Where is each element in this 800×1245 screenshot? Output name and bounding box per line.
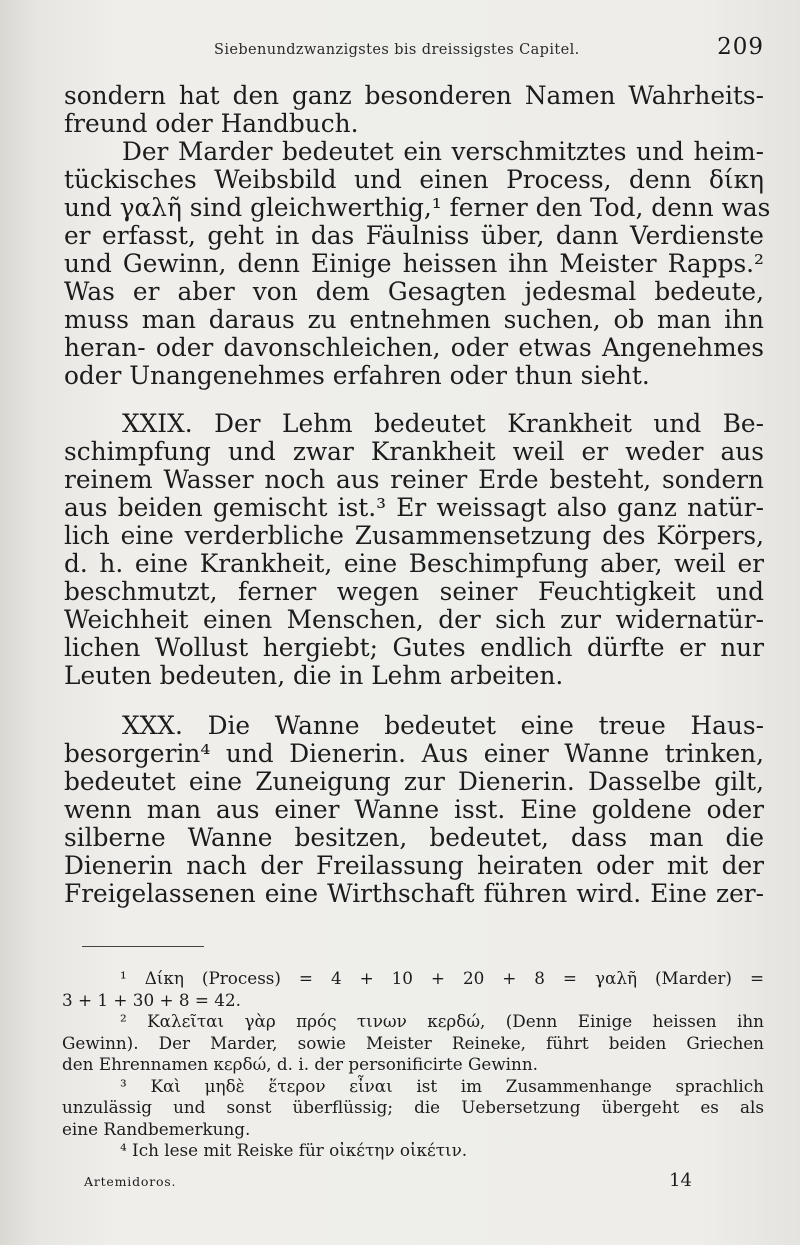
text-line: und γαλῆ sind gleichwerthig,¹ ferner den Tod, denn was [64,193,771,222]
text-line: Leuten bedeuten, die in Lehm arbeiten. [64,661,564,690]
paragraph-marder [64,137,771,390]
text-line: d. h. eine Krankheit, eine Beschimpfung aber, weil er [64,549,764,578]
text-line: Weichheit einen Menschen, der sich zur widernatür- [64,605,764,634]
footnote-line: ² Καλεῖται γὰρ πρός τινων κερδώ, (Denn Einige heissen ihn [120,1011,764,1031]
footnote-line: eine Randbemerkung. [62,1118,251,1139]
text-line: schimpfung und zwar Krankheit weil er weder aus [64,437,764,466]
page-number: 209 [717,34,764,60]
signature-footer [84,1170,692,1191]
text-line: reinem Wasser noch aus reiner Erde besteht, sondern [64,465,764,494]
text-line: aus beiden gemischt ist.³ Er weissagt also ganz natür- [64,493,764,522]
text-line: beschmutzt, ferner wegen seiner Feuchtigkeit und [64,577,764,606]
text-line: Freigelassenen eine Wirthschaft führen wird. Eine zer- [64,879,764,908]
section-xxx [64,712,764,908]
section-xxix [64,410,764,690]
text-line: Was er aber von dem Gesagten jedesmal bedeute, [64,277,764,306]
footnote-line: den Ehrennamen κερδώ, d. i. der personificirte Gewinn. [62,1054,539,1074]
footnote-2 [62,1011,764,1076]
text-line: er erfasst, geht in das Fäulniss über, dann Verdienste [64,221,764,250]
footnote-line: unzulässig und sonst überflüssig; die Uebersetzung übergeht es als [62,1097,764,1117]
signature-number: 14 [669,1170,692,1191]
text-line: bedeutet eine Zuneigung zur Dienerin. Dasselbe gilt, [64,767,764,796]
text-line: Dienerin nach der Freilassung heiraten oder mit der [64,851,764,880]
text-line: tückisches Weibsbild und einen Process, denn δίκη [64,165,764,194]
text-line: und Gewinn, denn Einige heissen ihn Meister Rapps.² [64,249,764,278]
text-line: besorgerin⁴ und Dienerin. Aus einer Wanne trinken, [64,739,764,768]
text-line: oder Unangenehmes erfahren oder thun sieht. [64,361,650,390]
text-line: sondern hat den ganz besonderen Namen Wahrheits- [64,81,764,110]
footnotes [62,968,764,1162]
text-line: muss man daraus zu entnehmen suchen, ob man ihn [64,305,764,334]
footnote-line: 3 + 1 + 30 + 8 = 42. [62,989,241,1010]
paragraph-1 [64,82,764,138]
footnote-rule [82,946,204,947]
footnote-line: ⁴ Ich lese mit Reiske für οἰκέτην οἰκέτιν. [120,1140,468,1160]
text-line: freund oder Handbuch. [64,109,359,138]
text-line: lich eine verderbliche Zusammensetzung des Körpers, [64,521,764,550]
text-line: XXX. Die Wanne bedeutet eine treue Haus- [122,711,764,740]
footnote-4 [62,1140,764,1162]
footnote-line: ¹ Δίκη (Process) = 4 + 10 + 20 + 8 = γαλῆ (Marder) = [120,968,764,988]
running-title: Siebenundzwanzigstes bis dreissigstes Capitel. [214,42,580,58]
text-line: lichen Wollust hergiebt; Gutes endlich dürfte er nur [64,633,764,662]
text-line: wenn man aus einer Wanne isst. Eine goldene oder [64,795,764,824]
footnote-1 [62,968,764,1011]
footnote-line: Gewinn). Der Marder, sowie Meister Reineke, führt beiden Griechen [62,1032,764,1053]
text-line: silberne Wanne besitzen, bedeutet, dass man die [64,823,764,852]
text-line: Der Marder bedeutet ein verschmitztes und heim- [122,137,764,166]
text-line: XXIX. Der Lehm bedeutet Krankheit und Be- [122,409,764,438]
footnote-3 [62,1076,764,1141]
text-line: heran- oder davonschleichen, oder etwas Angenehmes [64,333,764,362]
signature-mark: Artemidoros. [84,1174,177,1189]
footnote-line: ³ Καὶ μηδὲ ἕτερον εἶναι ist im Zusammenhange sprachlich [120,1075,764,1096]
running-header [214,34,764,64]
main-text [64,81,771,908]
